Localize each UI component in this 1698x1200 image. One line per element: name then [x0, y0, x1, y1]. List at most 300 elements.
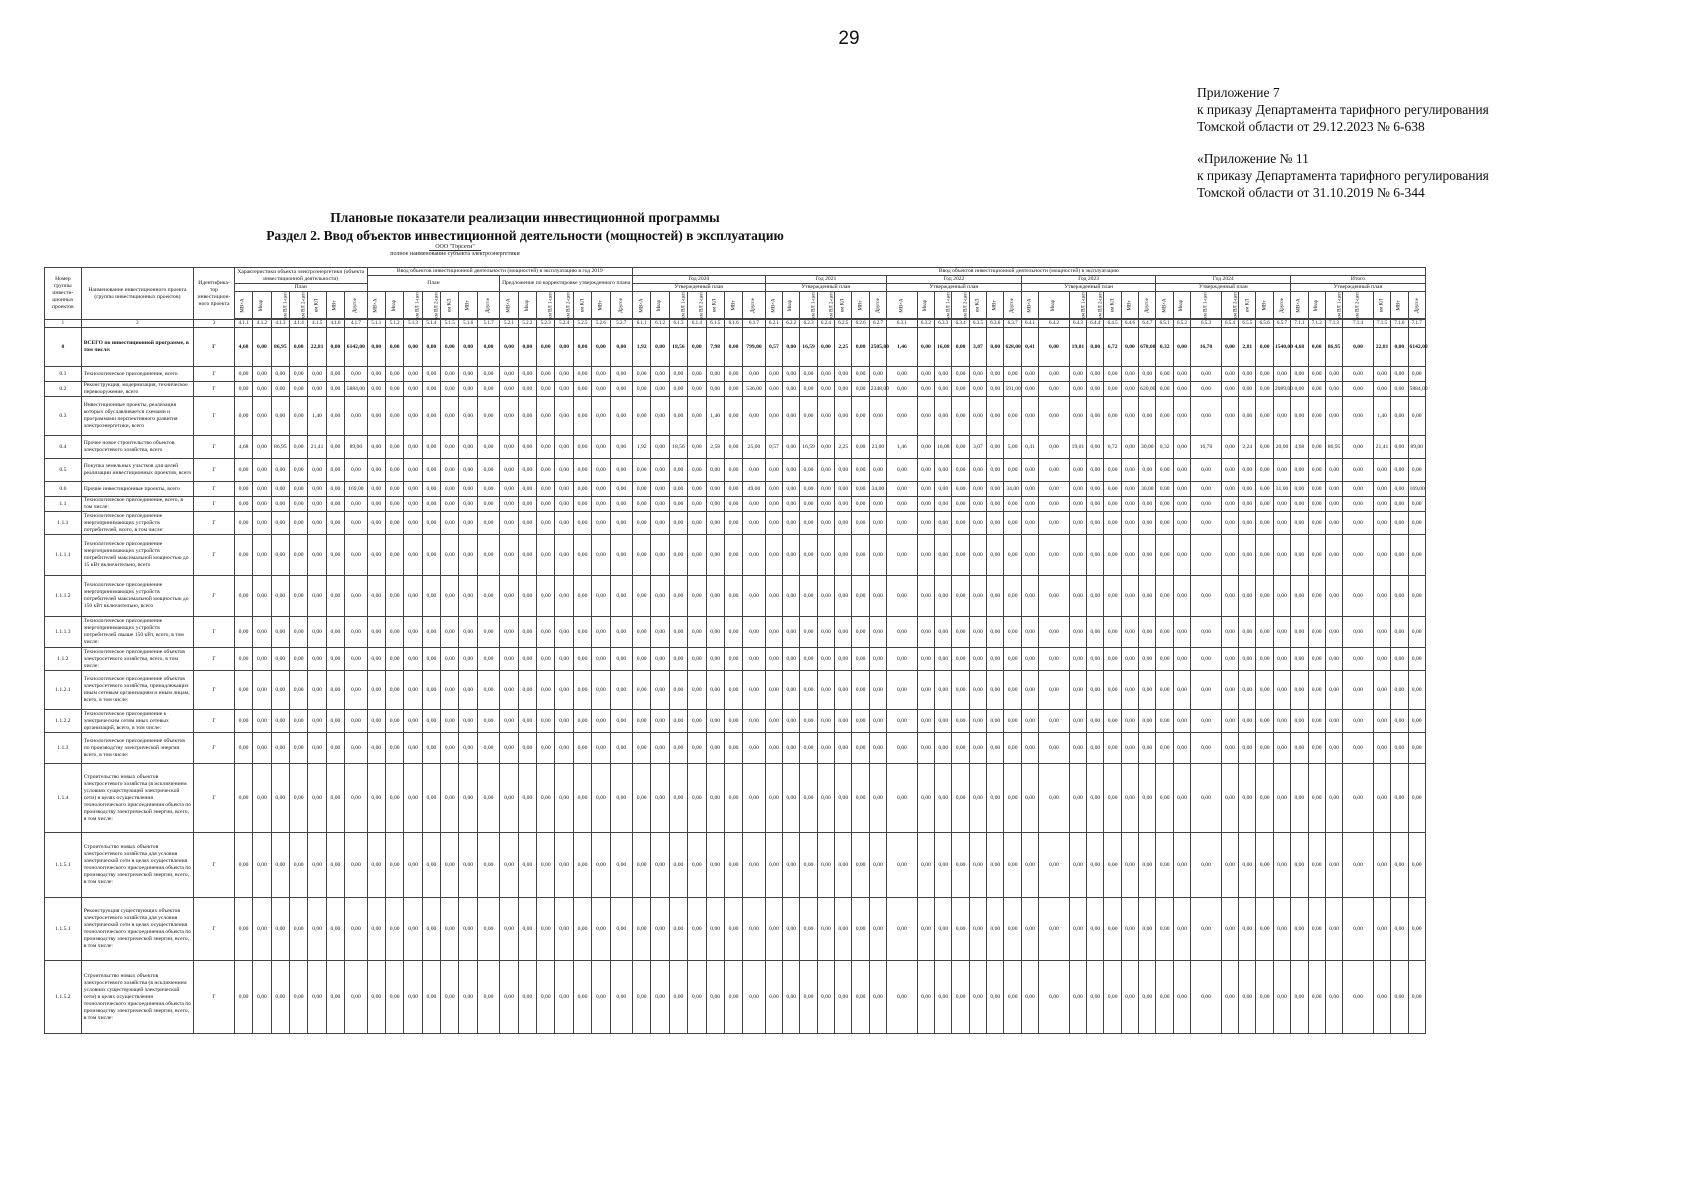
value-cell: 0,00 [743, 617, 765, 648]
value-cell: 0,00 [610, 328, 632, 367]
value-cell: 0,00 [271, 961, 289, 1034]
header-unit [422, 292, 440, 319]
row-number: 0.4 [45, 436, 82, 459]
value-cell: 0,00 [987, 833, 1004, 898]
value-cell: 0,00 [783, 328, 800, 367]
value-cell: 16,59 [800, 328, 817, 367]
header-unit [290, 292, 308, 319]
value-cell: 0,00 [935, 710, 952, 733]
header-year: Итого [1291, 276, 1426, 284]
value-cell: 0,00 [1308, 898, 1325, 961]
value-cell: 0,00 [1256, 382, 1273, 397]
value-cell: 0,00 [308, 648, 326, 671]
value-cell: 0,00 [1308, 382, 1325, 397]
value-cell: 0,00 [367, 764, 385, 833]
value-cell: 0,00 [1069, 382, 1086, 397]
row-project-name: Технологическое присоединение энергопринимающих устройств потребителей свыше 150 кВт, всего, в том числе: [81, 617, 193, 648]
value-cell: 0,00 [518, 671, 536, 710]
value-cell: 0,00 [724, 961, 742, 1034]
value-cell: 0,00 [669, 898, 687, 961]
value-cell: 0,00 [651, 535, 669, 576]
value-cell: 0,00 [1239, 397, 1256, 436]
value-cell: 0,00 [1221, 733, 1238, 764]
value-cell: 0,00 [500, 397, 518, 436]
value-cell: 0,00 [1004, 961, 1021, 1034]
value-cell: 0,00 [1069, 482, 1086, 497]
value-cell: 0,00 [765, 459, 782, 482]
row-project-name: Технологическое присоединение энергопринимающих устройств потребителей, всего, в том числе: [81, 512, 193, 535]
value-cell: 0,00 [500, 617, 518, 648]
value-cell: 0,00 [234, 382, 252, 397]
column-number: 5.2.5 [573, 320, 591, 328]
value-cell: 0,00 [345, 898, 367, 961]
value-cell: 0,00 [1087, 367, 1104, 382]
value-cell: 536,00 [743, 382, 765, 397]
value-cell: 0,00 [1391, 617, 1408, 648]
value-cell: 0,00 [1121, 733, 1138, 764]
value-cell: 0,00 [367, 671, 385, 710]
unit-label: Мвар [392, 299, 398, 311]
column-number: 5.1.2 [385, 320, 403, 328]
value-cell: 0,00 [952, 436, 969, 459]
unit-label: км КЛ [579, 298, 585, 312]
column-number: 6.1.4 [688, 320, 706, 328]
value-cell: 0,00 [783, 648, 800, 671]
value-cell: 0,00 [1308, 576, 1325, 617]
value-cell: 0,00 [633, 397, 651, 436]
value-cell: 0,00 [935, 397, 952, 436]
value-cell: 0,00 [783, 367, 800, 382]
value-cell: 0,00 [1069, 833, 1086, 898]
row-number: 0.2 [45, 382, 82, 397]
value-cell: 1,46 [887, 436, 918, 459]
value-cell: 0,00 [917, 397, 934, 436]
row-project-id: Г [194, 733, 235, 764]
value-cell: 4,68 [234, 328, 252, 367]
value-cell: 86,95 [1325, 436, 1342, 459]
value-cell: 0,00 [610, 617, 632, 648]
value-cell: 34,00 [1004, 482, 1021, 497]
value-cell: 0,00 [573, 671, 591, 710]
appendix-line: Приложение 7 [1197, 85, 1280, 100]
value-cell: 0,00 [1087, 961, 1104, 1034]
value-cell: 0,00 [537, 961, 555, 1034]
value-cell: 0,00 [555, 733, 573, 764]
table-row [45, 535, 1659, 576]
value-cell: 0,00 [765, 576, 782, 617]
value-cell: 0,00 [887, 497, 918, 512]
value-cell: 0,00 [1408, 617, 1425, 648]
value-cell: 0,00 [518, 733, 536, 764]
value-cell: 0,00 [765, 733, 782, 764]
value-cell: 0,00 [1156, 497, 1173, 512]
value-cell: 0,00 [688, 710, 706, 733]
value-cell: 0,00 [1256, 497, 1273, 512]
value-cell: 0,00 [1256, 961, 1273, 1034]
value-cell: 0,00 [1221, 710, 1238, 733]
value-cell: 0,00 [404, 648, 422, 671]
header-unit [743, 292, 765, 319]
value-cell: 0,00 [1308, 535, 1325, 576]
value-cell: 0,00 [234, 576, 252, 617]
value-cell: 0,00 [271, 648, 289, 671]
value-cell: 0,00 [422, 397, 440, 436]
row-project-id: Г [194, 898, 235, 961]
header-unit [404, 292, 422, 319]
value-cell: 0,00 [688, 764, 706, 833]
value-cell: 0,00 [935, 512, 952, 535]
value-cell: 0,00 [852, 833, 869, 898]
value-cell: 0,00 [1308, 961, 1325, 1034]
value-cell: 0,00 [817, 459, 834, 482]
value-cell: 0,00 [724, 898, 742, 961]
row-number: 0.1 [45, 367, 82, 382]
value-cell: 0,00 [477, 961, 499, 1034]
value-cell: 0,00 [1039, 576, 1070, 617]
value-cell: 0,00 [290, 512, 308, 535]
header-approved-plan: Утвержденный план [1156, 284, 1291, 292]
value-cell: 0,00 [1004, 898, 1021, 961]
header-unit [610, 292, 632, 319]
value-cell: 0,00 [1373, 617, 1390, 648]
value-cell: 0,00 [1021, 733, 1038, 764]
value-cell: 0,00 [817, 961, 834, 1034]
value-cell: 6,72 [1104, 328, 1121, 367]
value-cell: 0,00 [345, 671, 367, 710]
column-number: 7.1.3 [1325, 320, 1342, 328]
value-cell: 0,00 [783, 617, 800, 648]
value-cell: 0,00 [573, 328, 591, 367]
value-cell: 0,00 [1256, 482, 1273, 497]
header-year: Год 2023 [1021, 276, 1156, 284]
value-cell: 0,00 [935, 961, 952, 1034]
value-cell: 0,00 [422, 764, 440, 833]
value-cell: 0,00 [253, 436, 271, 459]
value-cell: 0,00 [610, 710, 632, 733]
value-cell: 0,00 [917, 482, 934, 497]
value-cell: 0,00 [887, 898, 918, 961]
value-cell: 0,00 [935, 833, 952, 898]
value-cell: 0,00 [969, 459, 986, 482]
column-number: 7.1.4 [1343, 320, 1374, 328]
value-cell: 0,00 [917, 512, 934, 535]
value-cell: 0,00 [1039, 397, 1070, 436]
value-cell: 0,00 [1087, 617, 1104, 648]
value-cell: 0,00 [887, 459, 918, 482]
header-proposal: Предложение по корректировке утвержденного плана [500, 276, 633, 292]
value-cell: 0,00 [765, 764, 782, 833]
value-cell: 0,00 [404, 576, 422, 617]
value-cell: 0,00 [422, 367, 440, 382]
header-unit [1156, 292, 1173, 319]
value-cell: 0,00 [441, 535, 459, 576]
column-number: 4.1.7 [345, 320, 367, 328]
value-cell: 0,00 [688, 382, 706, 397]
value-cell: 0,00 [385, 497, 403, 512]
value-cell: 0,00 [633, 898, 651, 961]
value-cell: 0,00 [952, 535, 969, 576]
value-cell: 0,00 [743, 898, 765, 961]
value-cell: 0,00 [1308, 710, 1325, 733]
value-cell: 0,00 [765, 397, 782, 436]
value-cell: 0,00 [404, 833, 422, 898]
value-cell: 0,00 [917, 961, 934, 1034]
value-cell: 0,00 [800, 535, 817, 576]
value-cell: 0,00 [404, 382, 422, 397]
value-cell: 0,00 [441, 671, 459, 710]
value-cell: 0,00 [441, 382, 459, 397]
value-cell: 0,00 [783, 482, 800, 497]
value-cell: 0,00 [969, 961, 986, 1034]
unit-label: МВт [598, 300, 604, 310]
value-cell: 0,00 [345, 617, 367, 648]
value-cell: 0,00 [404, 617, 422, 648]
value-cell: 0,00 [743, 764, 765, 833]
header-unit [518, 292, 536, 319]
value-cell: 0,00 [633, 617, 651, 648]
header-unit [1121, 292, 1138, 319]
value-cell: 0,00 [610, 898, 632, 961]
value-cell: 0,00 [669, 833, 687, 898]
header-unit [917, 292, 934, 319]
value-cell: 0,00 [633, 497, 651, 512]
value-cell: 0,00 [253, 617, 271, 648]
value-cell: 0,00 [345, 733, 367, 764]
value-cell: 0,00 [669, 459, 687, 482]
value-cell: 0,00 [651, 328, 669, 367]
value-cell: 0,00 [1039, 671, 1070, 710]
value-cell: 0,00 [1239, 671, 1256, 710]
unit-label: Мвар [259, 299, 265, 311]
value-cell: 0,00 [1256, 535, 1273, 576]
value-cell: 0,00 [1239, 833, 1256, 898]
value-cell: 0,00 [367, 328, 385, 367]
value-cell: 0,00 [765, 898, 782, 961]
value-cell: 0,00 [800, 382, 817, 397]
value-cell: 0,00 [271, 459, 289, 482]
value-cell: 0,00 [987, 512, 1004, 535]
unit-label: км ВЛ 1-цеп [1337, 291, 1343, 319]
value-cell: 0,00 [1343, 459, 1374, 482]
value-cell: 0,00 [308, 497, 326, 512]
column-number: 4.1.5 [308, 320, 326, 328]
value-cell: 0,00 [537, 710, 555, 733]
row-project-name: Реконструкция существующих объектов электросетевого хозяйства для условия электрической сети в целях осуществления технологического присоединения объекта по производству электрической энергии, всего, в том числе: [81, 898, 193, 961]
value-cell: 0,00 [385, 459, 403, 482]
value-cell: 0,00 [987, 733, 1004, 764]
value-cell: 0,00 [1004, 671, 1021, 710]
column-number: 6.4.7 [1139, 320, 1156, 328]
value-cell: 0,00 [1408, 733, 1425, 764]
value-cell: 0,00 [1221, 459, 1238, 482]
value-cell: 0,00 [537, 648, 555, 671]
value-cell: 0,00 [1004, 576, 1021, 617]
value-cell: 0,00 [404, 961, 422, 1034]
value-cell: 0,00 [1021, 710, 1038, 733]
value-cell: 0,00 [1173, 898, 1190, 961]
unit-label: Мвар [788, 299, 794, 311]
value-cell: 0,00 [555, 482, 573, 497]
value-cell: 0,00 [477, 482, 499, 497]
column-number: 6.4.6 [1121, 320, 1138, 328]
value-cell: 0,00 [1039, 512, 1070, 535]
value-cell: 0,00 [706, 459, 724, 482]
value-cell: 0,00 [500, 512, 518, 535]
value-cell: 0,00 [404, 459, 422, 482]
value-cell: 0,00 [537, 382, 555, 397]
value-cell: 0,00 [290, 382, 308, 397]
column-number: 6.4.2 [1039, 320, 1070, 328]
value-cell: 0,00 [1173, 833, 1190, 898]
value-cell: 0,00 [817, 733, 834, 764]
value-cell: 0,00 [404, 898, 422, 961]
value-cell: 0,00 [1191, 482, 1222, 497]
header-unit [1173, 292, 1190, 319]
value-cell: 0,00 [1039, 710, 1070, 733]
value-cell: 0,00 [869, 459, 886, 482]
header-unit [1239, 292, 1256, 319]
value-cell: 0,00 [1121, 328, 1138, 367]
value-cell: 0,00 [253, 482, 271, 497]
value-cell: 0,00 [952, 833, 969, 898]
value-cell: 0,00 [987, 617, 1004, 648]
value-cell: 0,00 [459, 833, 477, 898]
value-cell: 0,00 [1039, 617, 1070, 648]
column-number: 6.3.3 [935, 320, 952, 328]
row-number: 0.3 [45, 397, 82, 436]
value-cell: 0,00 [404, 535, 422, 576]
value-cell: 0,00 [852, 764, 869, 833]
value-cell: 0,00 [1173, 617, 1190, 648]
value-cell: 0,00 [385, 617, 403, 648]
value-cell: 89,00 [1408, 436, 1425, 459]
value-cell: 0,00 [234, 367, 252, 382]
value-cell: 0,00 [987, 648, 1004, 671]
value-cell: 0,00 [669, 397, 687, 436]
value-cell: 0,00 [1373, 535, 1390, 576]
value-cell: 0,00 [1069, 617, 1086, 648]
value-cell: 0,00 [385, 710, 403, 733]
value-cell: 0,00 [1021, 576, 1038, 617]
value-cell: 0,00 [1104, 459, 1121, 482]
value-cell: 0,00 [869, 710, 886, 733]
value-cell: 0,00 [1104, 833, 1121, 898]
value-cell: 0,00 [783, 535, 800, 576]
value-cell: 0,00 [1121, 617, 1138, 648]
value-cell: 0,00 [385, 436, 403, 459]
value-cell: 0,00 [800, 459, 817, 482]
value-cell: 0,00 [500, 898, 518, 961]
unit-label: км ВЛ 1-цеп [946, 291, 952, 319]
value-cell: 0,00 [1173, 764, 1190, 833]
value-cell: 0,00 [869, 497, 886, 512]
value-cell: 0,00 [1256, 648, 1273, 671]
value-cell: 0,00 [1191, 710, 1222, 733]
value-cell: 0,00 [935, 671, 952, 710]
value-cell: 0,00 [1343, 512, 1374, 535]
value-cell: 0,00 [271, 576, 289, 617]
value-cell: 0,00 [783, 436, 800, 459]
value-cell: 0,00 [1343, 898, 1374, 961]
value-cell: 0,00 [633, 733, 651, 764]
value-cell: 16,59 [800, 436, 817, 459]
value-cell: 0,00 [1221, 367, 1238, 382]
value-cell: 0,00 [1221, 436, 1238, 459]
table-row [45, 617, 1659, 648]
value-cell: 0,00 [1121, 482, 1138, 497]
value-cell: 0,00 [326, 512, 344, 535]
value-cell: 0,00 [651, 482, 669, 497]
value-cell: 0,00 [969, 512, 986, 535]
row-project-id: Г [194, 833, 235, 898]
value-cell: 0,00 [459, 961, 477, 1034]
unit-label: км ВЛ 1-цеп [283, 291, 289, 319]
value-cell: 0,00 [308, 671, 326, 710]
value-cell: 0,00 [1221, 482, 1238, 497]
header-unit [555, 292, 573, 319]
unit-label: МВ×А [506, 297, 512, 313]
unit-label: км ВЛ 2-цеп [434, 291, 440, 319]
value-cell: 0,00 [518, 833, 536, 898]
value-cell: 0,00 [1325, 733, 1342, 764]
value-cell: 0,00 [459, 535, 477, 576]
value-cell: 0,00 [987, 576, 1004, 617]
value-cell: 0,00 [952, 898, 969, 961]
value-cell: 0,00 [724, 497, 742, 512]
value-cell: 0,00 [537, 512, 555, 535]
value-cell: 0,00 [935, 764, 952, 833]
value-cell: 0,00 [952, 497, 969, 512]
value-cell: 0,00 [326, 648, 344, 671]
value-cell: 0,00 [1121, 898, 1138, 961]
unit-label: МВт [858, 300, 864, 310]
value-cell: 0,00 [1391, 397, 1408, 436]
value-cell: 169,00 [345, 482, 367, 497]
column-number: 6.3.5 [969, 320, 986, 328]
value-cell: 0,00 [1291, 497, 1308, 512]
value-cell: 0,00 [1104, 671, 1121, 710]
column-number: 6.5.5 [1239, 320, 1256, 328]
table-row [45, 482, 1659, 497]
value-cell: 0,00 [555, 833, 573, 898]
value-cell: 0,00 [1308, 512, 1325, 535]
value-cell: 0,00 [234, 833, 252, 898]
value-cell: 0,00 [271, 397, 289, 436]
value-cell: 0,00 [1308, 436, 1325, 459]
value-cell: 0,00 [537, 482, 555, 497]
value-cell: 0,00 [592, 367, 610, 382]
header-unit [952, 292, 969, 319]
value-cell: 0,00 [326, 833, 344, 898]
value-cell: 0,00 [651, 648, 669, 671]
value-cell: 0,00 [290, 898, 308, 961]
value-cell: 0,00 [887, 382, 918, 397]
value-cell: 0,00 [385, 367, 403, 382]
value-cell: 0,00 [1291, 382, 1308, 397]
value-cell: 0,00 [817, 497, 834, 512]
value-cell: 0,00 [1256, 459, 1273, 482]
value-cell: 0,00 [1121, 764, 1138, 833]
value-cell: 0,00 [1273, 733, 1290, 764]
table-row [45, 733, 1659, 764]
value-cell: 0,00 [367, 961, 385, 1034]
unit-label: Другое [486, 297, 492, 313]
value-cell: 16,70 [1191, 328, 1222, 367]
unit-label: км КЛ [1244, 298, 1250, 312]
value-cell: 0,00 [817, 382, 834, 397]
value-cell: 0,00 [765, 535, 782, 576]
value-cell: 0,00 [271, 535, 289, 576]
